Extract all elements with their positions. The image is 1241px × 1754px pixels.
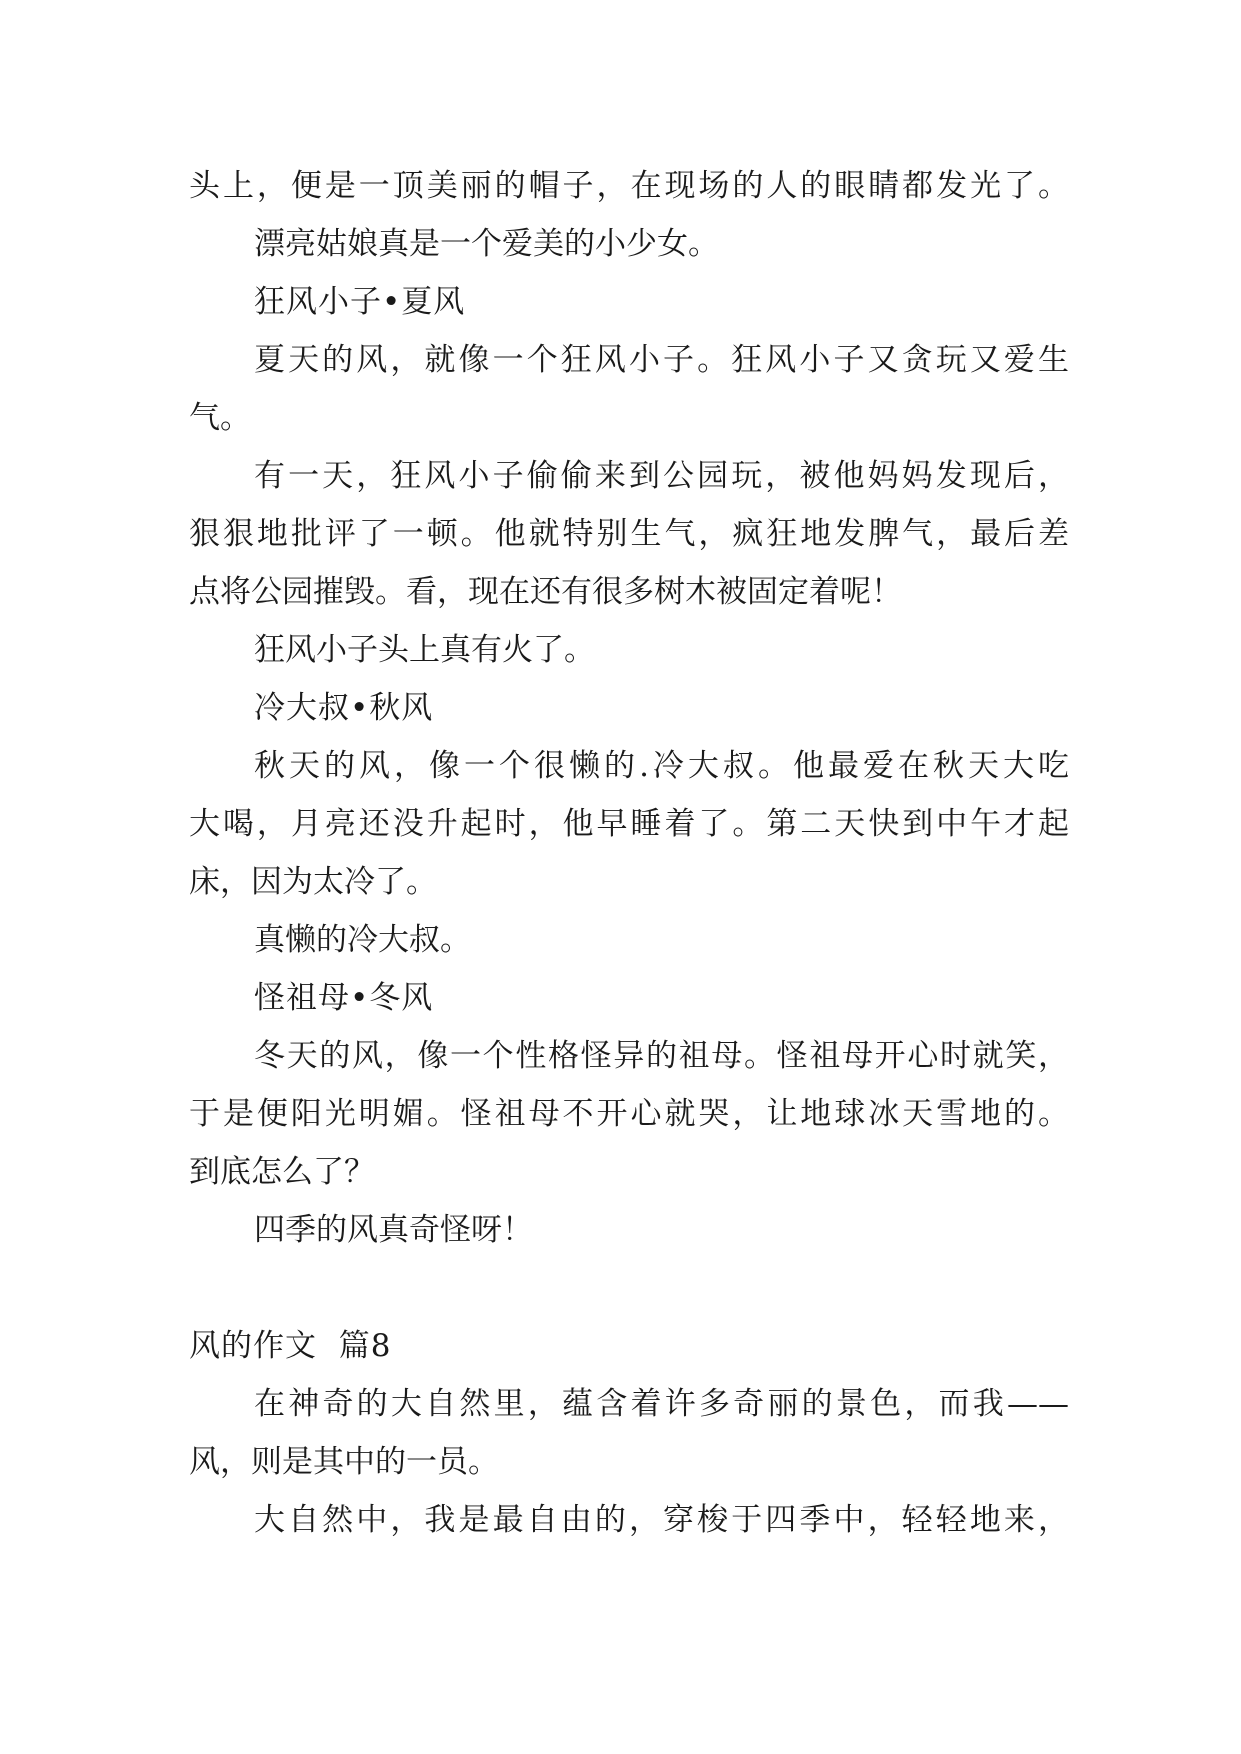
paragraph-line: 大自然中，我是最自由的，穿梭于四季中，轻轻地来， — [254, 1502, 1069, 1538]
paragraph-line: 点将公园摧毁。看，现在还有很多树木被固定着呢！ — [189, 574, 902, 610]
paragraph-line: 头上，便是一顶美丽的帽子，在现场的人的眼睛都发光了。 — [189, 168, 1069, 204]
section-subheading: 冷大叔•秋风 — [254, 690, 434, 726]
paragraph-line: 气。 — [189, 400, 251, 436]
paragraph-line: 秋天的风，像一个很懒的.冷大叔。他最爱在秋天大吃 — [254, 748, 1069, 784]
paragraph-line: 于是便阳光明媚。怪祖母不开心就哭，让地球冰天雪地的。 — [189, 1096, 1069, 1132]
paragraph-line: 狠狠地批评了一顿。他就特别生气，疯狂地发脾气，最后差 — [189, 516, 1069, 552]
paragraph-line: 在神奇的大自然里，蕴含着许多奇丽的景色，而我—— — [254, 1386, 1069, 1422]
paragraph-line: 冬天的风，像一个性格怪异的祖母。怪祖母开心时就笑， — [254, 1038, 1069, 1074]
section-subheading: 怪祖母•冬风 — [254, 980, 434, 1016]
essay-title: 风的作文 篇8 — [189, 1328, 392, 1364]
paragraph-line: 漂亮姑娘真是一个爱美的小少女。 — [254, 226, 719, 262]
paragraph-line: 四季的风真奇怪呀！ — [254, 1212, 533, 1248]
paragraph-line: 真懒的冷大叔。 — [254, 922, 471, 958]
paragraph-line: 有一天，狂风小子偷偷来到公园玩，被他妈妈发现后， — [254, 458, 1069, 494]
section-subheading: 狂风小子•夏风 — [254, 284, 466, 320]
paragraph-line: 大喝，月亮还没升起时，他早睡着了。第二天快到中午才起 — [189, 806, 1069, 842]
paragraph-line: 狂风小子头上真有火了。 — [254, 632, 595, 668]
paragraph-line: 风，则是其中的一员。 — [189, 1444, 499, 1480]
paragraph-line: 床，因为太冷了。 — [189, 864, 437, 900]
paragraph-line: 到底怎么了？ — [189, 1154, 375, 1190]
paragraph-line: 夏天的风，就像一个狂风小子。狂风小子又贪玩又爱生 — [254, 342, 1069, 378]
